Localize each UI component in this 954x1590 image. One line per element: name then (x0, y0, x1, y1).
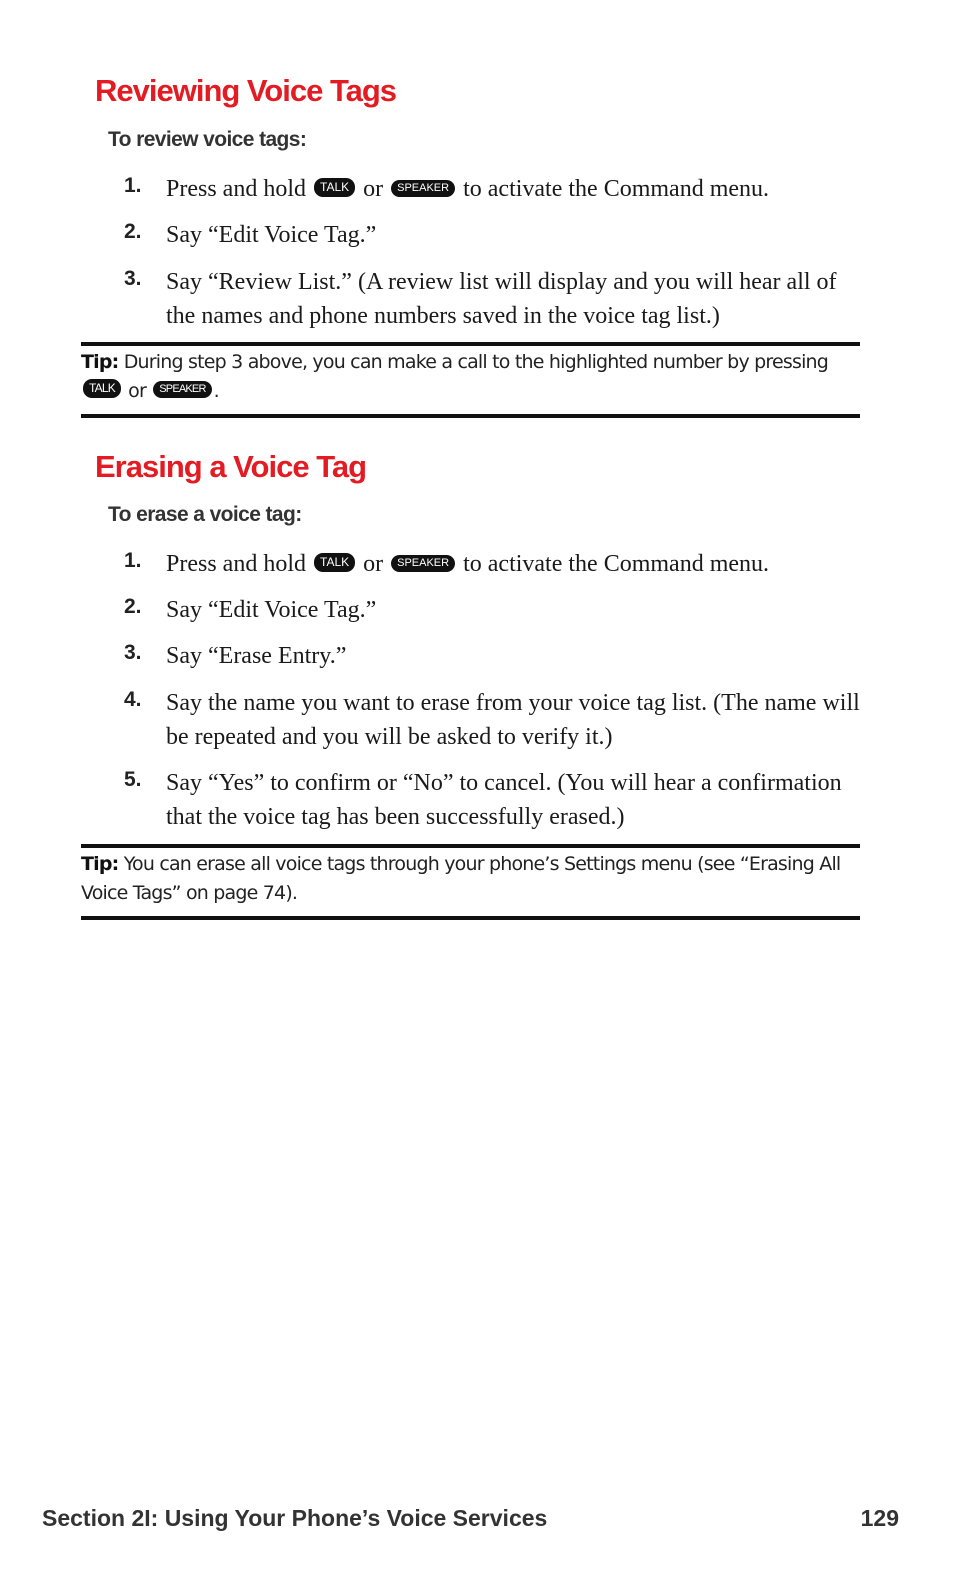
step-number: 4. (124, 688, 142, 711)
tip-text: During step 3 above, you can make a call to the highlighted number by pressing (118, 351, 829, 373)
step-text: Say “Yes” to confirm or “No” to cancel. (You will hear a confirmation that the voice tag has been successfully erased.) (166, 770, 842, 830)
footer-page-number: 129 (860, 1505, 899, 1531)
step-number: 2. (124, 220, 142, 243)
step-text: Say “Erase Entry.” (166, 643, 347, 669)
step-number: 5. (124, 768, 142, 791)
step-text-part: or (357, 551, 390, 577)
tip-box-review (81, 342, 860, 418)
tip-label: Tip: (81, 351, 119, 373)
talk-key-icon: TALK (314, 178, 355, 197)
step-number: 2. (124, 595, 142, 618)
tip-box-erase (81, 844, 860, 920)
step-text: Say “Edit Voice Tag.” (166, 597, 377, 623)
tip-label: Tip: (81, 853, 119, 875)
speaker-key-icon: SPEAKER (153, 381, 211, 398)
step-text: Say “Edit Voice Tag.” (166, 222, 377, 248)
step-number: 1. (124, 174, 142, 197)
step-number: 3. (124, 267, 142, 290)
step-text (166, 172, 866, 206)
step-text: Say “Review List.” (A review list will display and you will hear all of the names and phone numbers saved in the voice tag list.) (166, 269, 837, 329)
subheading-review: To review voice tags: (108, 128, 307, 151)
section-heading-reviewing: Reviewing Voice Tags (95, 73, 397, 108)
step-text-part: Press and hold (166, 551, 312, 577)
tip-text: or (122, 380, 152, 402)
speaker-key-icon: SPEAKER (391, 180, 455, 197)
talk-key-icon: TALK (83, 379, 121, 398)
talk-key-icon: TALK (314, 553, 355, 572)
step-number: 1. (124, 549, 142, 572)
step-text-part: to activate the Command menu. (457, 551, 770, 577)
step-text: Say the name you want to erase from your voice tag list. (The name will be repeated and you will be asked to verify it.) (166, 690, 860, 750)
tip-text: You can erase all voice tags through your phone’s Settings menu (see “Erasing All Voice Tags” on page 74). (81, 853, 841, 904)
speaker-key-icon: SPEAKER (391, 555, 455, 572)
tip-text: . (213, 380, 219, 402)
step-text (166, 547, 866, 581)
step-text-part: or (357, 176, 390, 202)
step-text-part: Press and hold (166, 176, 312, 202)
section-heading-erasing: Erasing a Voice Tag (95, 449, 367, 484)
subheading-erase: To erase a voice tag: (108, 503, 302, 526)
step-text-part: to activate the Command menu. (457, 176, 770, 202)
step-number: 3. (124, 641, 142, 664)
footer-section-title: Section 2I: Using Your Phone’s Voice Services (42, 1505, 548, 1531)
